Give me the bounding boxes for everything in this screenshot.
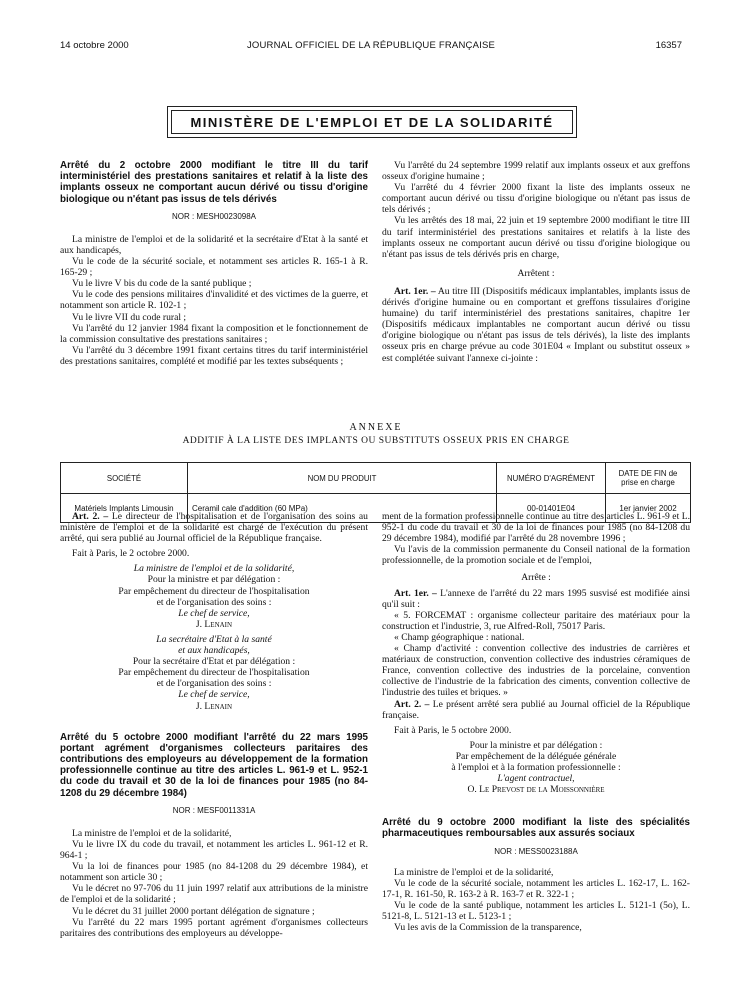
column-header: SOCIÉTÉ bbox=[61, 463, 188, 494]
paragraph: Vu le code de la sécurité sociale, notamment les articles L. 162-17, L. 162-17-1, R. 161-50, R. 163-2 à R. 163-7 et R. 322-1 ; bbox=[382, 877, 690, 900]
page-header bbox=[60, 40, 682, 56]
arrete-1-right bbox=[382, 160, 690, 364]
annexe-subtitle: ADDITIF À LA LISTE DES IMPLANTS OU SUBSTITUTS OSSEUX PRIS EN CHARGE bbox=[182, 436, 570, 446]
table-cell: 00-01401E04 bbox=[497, 494, 606, 523]
signature-line: Pour la ministre et par délégation : bbox=[147, 574, 281, 586]
article-text: L'annexe de l'arrêté du 22 mars 1995 susvisé est modifiée ainsi qu'il suit : bbox=[382, 587, 690, 610]
arrete-3-nor: NOR : MESS0023188A bbox=[494, 846, 578, 856]
signature-block bbox=[60, 563, 368, 630]
annexe-title: ANNEXE bbox=[349, 422, 403, 433]
ministry-title: MINISTÈRE DE L'EMPLOI ET DE LA SOLIDARITÉ bbox=[190, 114, 554, 130]
signature-line: Le chef de service, bbox=[178, 607, 250, 619]
arrete-1-left bbox=[60, 160, 368, 367]
article-2 bbox=[382, 699, 690, 721]
signature-line: La ministre de l'emploi et de la solidarité, bbox=[133, 563, 295, 575]
article-text: Au titre III (Dispositifs médicaux implantables, implants issus de dérivés d'origine humaine ou en comportant et greffons tissulaires d'origine humaine) du tarif interministériel des prestations sanitaires, chapitre 1er (Dispositifs médicaux implantables ne comportant aucun dérivé ou tissu d'origine biologique ou n'étant pas issus de tels dérivés), la liste des implants osseux pris en charge prévue au code 301E04 « Implant ou substitut osseux » est complétée suivant l'annexe ci-jointe : bbox=[382, 285, 690, 364]
arrete-1-title: Arrêté du 2 octobre 2000 modifiant le titre III du tarif interministériel des prestations sanitaires et relatif à la liste des implants osseux ne comportant aucun dérivé ou tissu d'origine biologique ou n'étant pas issus de tels dérivés bbox=[60, 160, 368, 205]
arrete-3-title: Arrêté du 9 octobre 2000 modifiant la liste des spécialités pharmaceutiques remboursables aux assurés sociaux bbox=[382, 817, 690, 840]
signature-line: Par empêchement du directeur de l'hospitalisation bbox=[118, 585, 310, 597]
signatory-name: J. Lenain bbox=[195, 618, 233, 630]
header-page-number: 16357 bbox=[655, 40, 682, 51]
article-text: Le présent arrêté sera publié au Journal officiel de la République française. bbox=[382, 698, 690, 721]
signatory-name: O. Le Prevost de la Moissonnière bbox=[467, 784, 605, 796]
signature-line: et de l'organisation des soins : bbox=[156, 596, 272, 608]
paragraph: Vu le code des pensions militaires d'invalidité et des victimes de la guerre, et notamment son article R. 102-1 ; bbox=[60, 289, 368, 312]
header-journal: JOURNAL OFFICIEL DE LA RÉPUBLIQUE FRANÇAISE bbox=[246, 40, 496, 51]
signature-line: Pour la secrétaire d'Etat et par délégation : bbox=[132, 656, 296, 668]
signature-line: Pour la ministre et par délégation : bbox=[469, 739, 603, 751]
article-1 bbox=[382, 286, 690, 364]
column-header: NOM DU PRODUIT bbox=[188, 463, 497, 494]
paragraph: ment de la formation professionnelle continue au titre des articles L. 961-9 et L. 952-1 du code du travail et 30 de la loi de finances pour 1985 (no 84-1208 du 29 décembre 1984), modifié par l'arrêté du 28 novembre 1996 ; bbox=[382, 511, 690, 545]
paragraph: La ministre de l'emploi et de la solidarité et la secrétaire d'Etat à la santé et aux handicapés, bbox=[60, 233, 368, 256]
paragraph: Vu l'arrêté du 4 février 2000 fixant la liste des implants osseux ne comportant aucun dérivé ou tissu d'origine biologique ou n'étant pas issus de tels dérivés ; bbox=[382, 182, 690, 216]
paragraph: Vu la loi de finances pour 1985 (no 84-1208 du 29 décembre 1984), et notamment son article 30 ; bbox=[60, 861, 368, 884]
table-header-row bbox=[61, 463, 691, 494]
article-label: Art. 1er. – bbox=[394, 587, 437, 599]
paragraph: Vu le code de la santé publique, notamment les articles L. 5121-1 (5o), L. 5121-8, L. 5121-13 et L. 5123-1 ; bbox=[382, 900, 690, 923]
arrete-1-nor: NOR : MESH0023098A bbox=[171, 211, 257, 221]
arrete-2-title: Arrêté du 5 octobre 2000 modifiant l'arrêté du 22 mars 1995 portant agrément d'organismes collecteurs paritaires des contributions des employeurs au développement de la formation professionnelle continue au titre des articles L. 961-9 et L. 952-1 du code du travail et 30 de la loi de finances pour 1985 (no 84-1208 du 29 décembre 1984) bbox=[60, 731, 368, 799]
signature-line: Par empêchement de la déléguée générale bbox=[455, 750, 617, 762]
paragraph: Vu les avis de la Commission de la transparence, bbox=[394, 922, 582, 934]
paragraph: Vu le livre IX du code du travail, et notamment les articles L. 961-12 et R. 964-1 ; bbox=[60, 839, 368, 862]
paragraph: Vu l'arrêté du 3 décembre 1991 fixant certains titres du tarif interministériel des prestations sanitaires, complété et modifié par les textes subséquents ; bbox=[60, 344, 368, 367]
article-label: Art. 1er. – bbox=[394, 285, 436, 297]
signatory-name: J. Lenain bbox=[195, 700, 233, 712]
paragraph: La ministre de l'emploi et de la solidarité, bbox=[72, 827, 232, 839]
signature-line: et de l'organisation des soins : bbox=[156, 678, 272, 690]
paragraph: Vu l'arrêté du 12 janvier 1984 fixant la composition et le fonctionnement de la commission consultative des prestations sanitaires ; bbox=[60, 322, 368, 345]
fait: Fait à Paris, le 2 octobre 2000. bbox=[72, 548, 190, 560]
paragraph: Vu le décret no 97-706 du 11 juin 1997 relatif aux attributions de la ministre de l'emploi et de la solidarité ; bbox=[60, 883, 368, 906]
column-header: DATE DE FIN de prise en charge bbox=[606, 463, 691, 494]
signature-line: à l'emploi et à la formation professionnelle : bbox=[451, 761, 621, 773]
paragraph: Vu l'arrêté du 24 septembre 1999 relatif aux implants osseux et aux greffons osseux d'origine humaine ; bbox=[382, 160, 690, 183]
paragraph: Vu l'avis de la commission permanente du Conseil national de la formation professionnelle, de la promotion sociale et de l'emploi, bbox=[382, 544, 690, 567]
table-cell: 1er janvier 2002 bbox=[606, 494, 691, 523]
table-cell: Ceramil cale d'addition (60 MPa) bbox=[188, 494, 497, 523]
arrete-2-nor: NOR : MESF0011331A bbox=[172, 805, 256, 815]
paragraph: La ministre de l'emploi et de la solidarité, bbox=[394, 866, 554, 878]
column-header: NUMÉRO D'AGRÉMENT bbox=[497, 463, 606, 494]
paragraph: Vu le décret du 31 juillet 2000 portant délégation de signature ; bbox=[72, 905, 315, 917]
article-1 bbox=[382, 588, 690, 610]
article-text: Le directeur de l'hospitalisation et de l'organisation des soins au ministère de l'emploi et de la solidarité est chargé de l'exécution du présent arrêté, qui sera publié au Journal officiel de la République française. bbox=[60, 511, 368, 545]
paragraph: Vu le livre VII du code rural ; bbox=[72, 311, 187, 323]
paragraph: Vu les arrêtés des 18 mai, 22 juin et 19 septembre 2000 modifiant le titre III du tarif interministériel des prestations sanitaires et relatifs à la liste des implants osseux ne comportant aucun dérivé ou tissu d'origine biologique ou n'étant pas issus de tels dérivés pris en charge, bbox=[382, 215, 690, 260]
lower-left-column bbox=[60, 511, 368, 939]
signature-line: L'agent contractuel, bbox=[497, 773, 575, 785]
paragraph: « Champ géographique : national. bbox=[394, 631, 525, 643]
signature-line: Le chef de service, bbox=[178, 689, 250, 701]
signature-line: La secrétaire d'Etat à la santé bbox=[156, 633, 272, 645]
article-2 bbox=[60, 511, 368, 544]
signature-block bbox=[60, 634, 368, 712]
ministry-box bbox=[167, 106, 577, 138]
header-date: 14 octobre 2000 bbox=[60, 40, 129, 51]
fait: Fait à Paris, le 5 octobre 2000. bbox=[394, 724, 512, 736]
article-label: Art. 2. – bbox=[394, 698, 430, 710]
table-cell: Matériels Implants Limousin bbox=[61, 494, 188, 523]
signature-line: Par empêchement du directeur de l'hospitalisation bbox=[118, 667, 310, 679]
article-label: Art. 2. – bbox=[72, 511, 109, 522]
paragraph: « Champ d'activité : convention collective des industries de carrières et matériaux de construction, convention collective des industries céramiques de France, convention collective des industries de la porcelaine, convention collective de l'industrie de la fabrication des ciments, convention collective de l'industrie des tuiles et briques. » bbox=[382, 643, 690, 699]
arrete-word: Arrête : bbox=[521, 572, 551, 584]
paragraph: « 5. FORCEMAT : organisme collecteur paritaire des matériaux pour la construction et l'industrie, 3, rue Alfred-Roll, 75017 Paris. bbox=[382, 609, 690, 632]
arretent: Arrêtent : bbox=[517, 267, 555, 279]
signature-line: et aux handicapés, bbox=[178, 645, 250, 657]
paragraph: Vu le livre V bis du code de la santé publique ; bbox=[72, 278, 252, 290]
lower-right-column bbox=[382, 511, 690, 933]
signature-block bbox=[382, 740, 690, 795]
paragraph: Vu l'arrêté du 22 mars 1995 portant agrément d'organismes collecteurs paritaires des contributions des employeurs au développe- bbox=[60, 916, 368, 939]
paragraph: Vu le code de la sécurité sociale, et notamment ses articles R. 165-1 à R. 165-29 ; bbox=[60, 256, 368, 279]
